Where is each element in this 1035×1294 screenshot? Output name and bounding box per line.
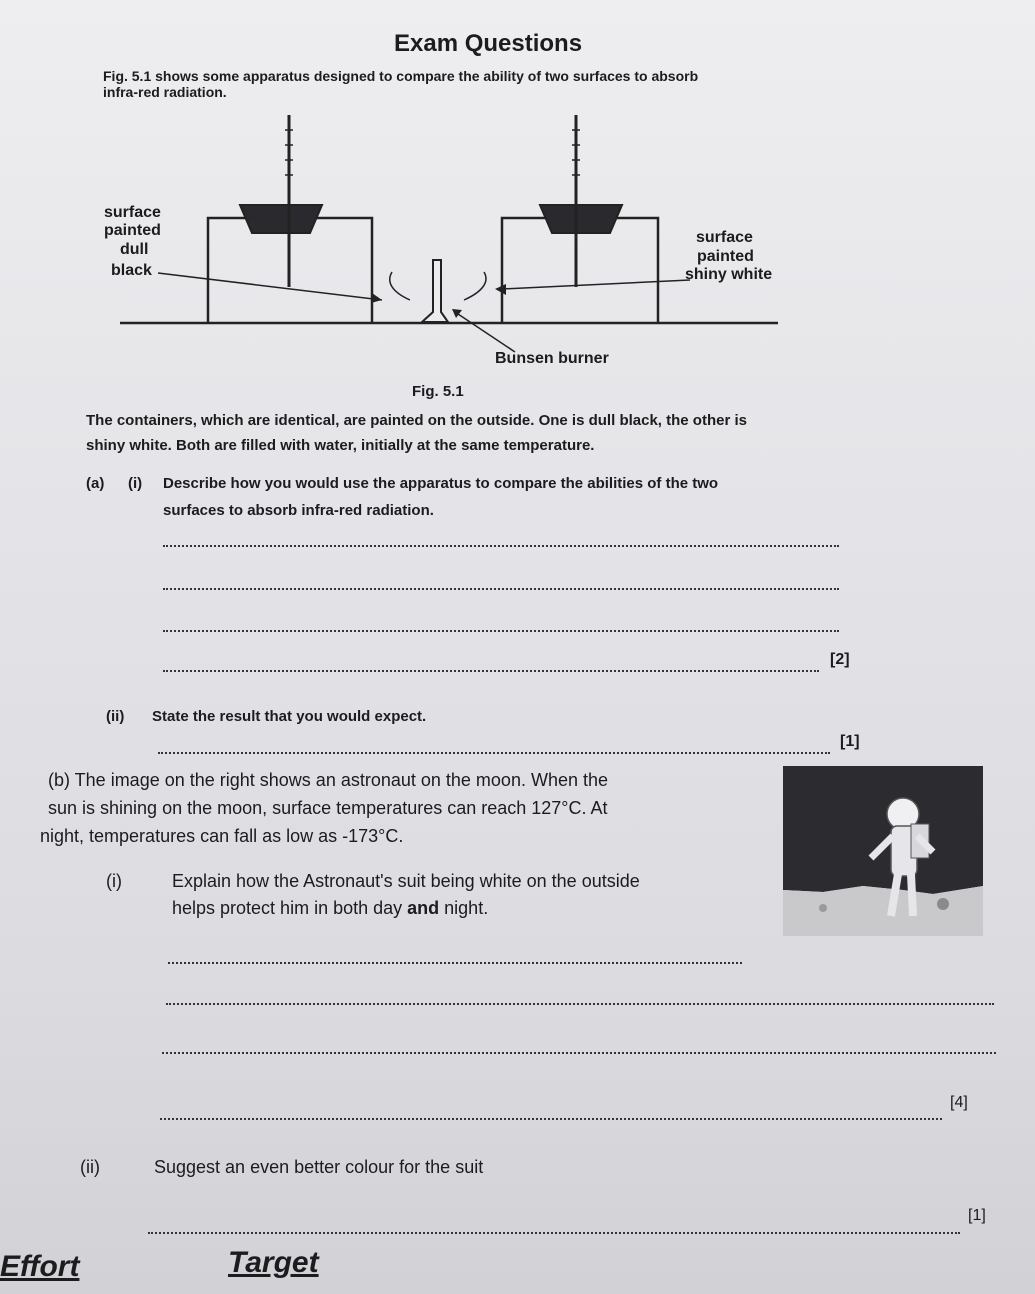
question-b-i-line-2 <box>172 898 488 919</box>
right-label-line-3: shiny white <box>685 266 773 283</box>
body-line-2: shiny white. Both are filled with water, initially at the same temperature. <box>86 437 595 454</box>
question-b-i-label: (i) <box>106 871 122 891</box>
question-b-ii-text: Suggest an even better colour for the suit <box>154 1157 484 1177</box>
left-label-line-2: painted <box>104 222 161 239</box>
answer-line[interactable] <box>163 630 839 632</box>
answer-line[interactable] <box>148 1232 960 1234</box>
question-b-line-1: (b) The image on the right shows an astronaut on the moon. When the <box>48 770 608 790</box>
effort-heading: Effort <box>0 1250 80 1283</box>
left-label-line-4: black <box>111 262 152 279</box>
question-b-i-line-2-end: night. <box>439 898 489 918</box>
bunsen-burner <box>422 260 448 322</box>
right-stopper <box>540 205 622 233</box>
intro-line-2: infra-red radiation. <box>103 84 227 100</box>
right-label-line-2: painted <box>697 248 754 265</box>
answer-line[interactable] <box>163 588 839 590</box>
question-a-ii-label: (ii) <box>106 708 125 725</box>
target-heading: Target <box>228 1246 319 1279</box>
left-flame <box>390 272 410 300</box>
answer-line[interactable] <box>160 1118 942 1120</box>
question-a-i-line-1: Describe how you would use the apparatus to compare the abilities of the two <box>163 475 719 492</box>
body-line-1: The containers, which are identical, are painted on the outside. One is dull black, the other is <box>86 412 747 429</box>
right-label-line-1: surface <box>696 229 753 246</box>
marks-a-i: [2] <box>830 651 850 668</box>
marks-b-i: [4] <box>950 1094 968 1111</box>
answer-line[interactable] <box>162 1052 996 1054</box>
question-b-i-line-2-start: helps protect him in both day <box>172 898 408 918</box>
astronaut-photo <box>783 766 983 936</box>
answer-line[interactable] <box>163 545 839 547</box>
burner-label: Bunsen burner <box>495 350 609 367</box>
page-title: Exam Questions <box>394 30 583 57</box>
intro-line-1: Fig. 5.1 shows some apparatus designed to compare the ability of two surfaces to absorb <box>103 68 699 84</box>
left-label-line-1: surface <box>104 204 161 221</box>
question-b-ii-label: (ii) <box>80 1157 100 1177</box>
question-b-line-3: night, temperatures can fall as low as -173°C. <box>40 826 404 846</box>
answer-line[interactable] <box>168 962 742 964</box>
marks-a-ii: [1] <box>840 733 860 750</box>
emphasis-and: and <box>407 898 440 918</box>
left-stopper <box>240 205 322 233</box>
answer-line[interactable] <box>166 1003 994 1005</box>
question-a-i-line-2: surfaces to absorb infra-red radiation. <box>163 502 434 519</box>
left-label-line-3: dull <box>120 241 149 258</box>
answer-line[interactable] <box>163 670 819 672</box>
question-a-ii-text: State the result that you would expect. <box>152 708 427 725</box>
answer-line[interactable] <box>158 752 830 754</box>
question-a-i-label: (i) <box>128 475 143 492</box>
question-b-line-2: sun is shining on the moon, surface temperatures can reach 127°C. At <box>48 798 608 818</box>
marks-b-ii: [1] <box>968 1207 986 1224</box>
right-flame <box>464 272 486 300</box>
figure-caption: Fig. 5.1 <box>412 383 464 400</box>
question-a-label: (a) <box>86 475 105 492</box>
question-b-i-line-1: Explain how the Astronaut's suit being white on the outside <box>172 871 640 891</box>
